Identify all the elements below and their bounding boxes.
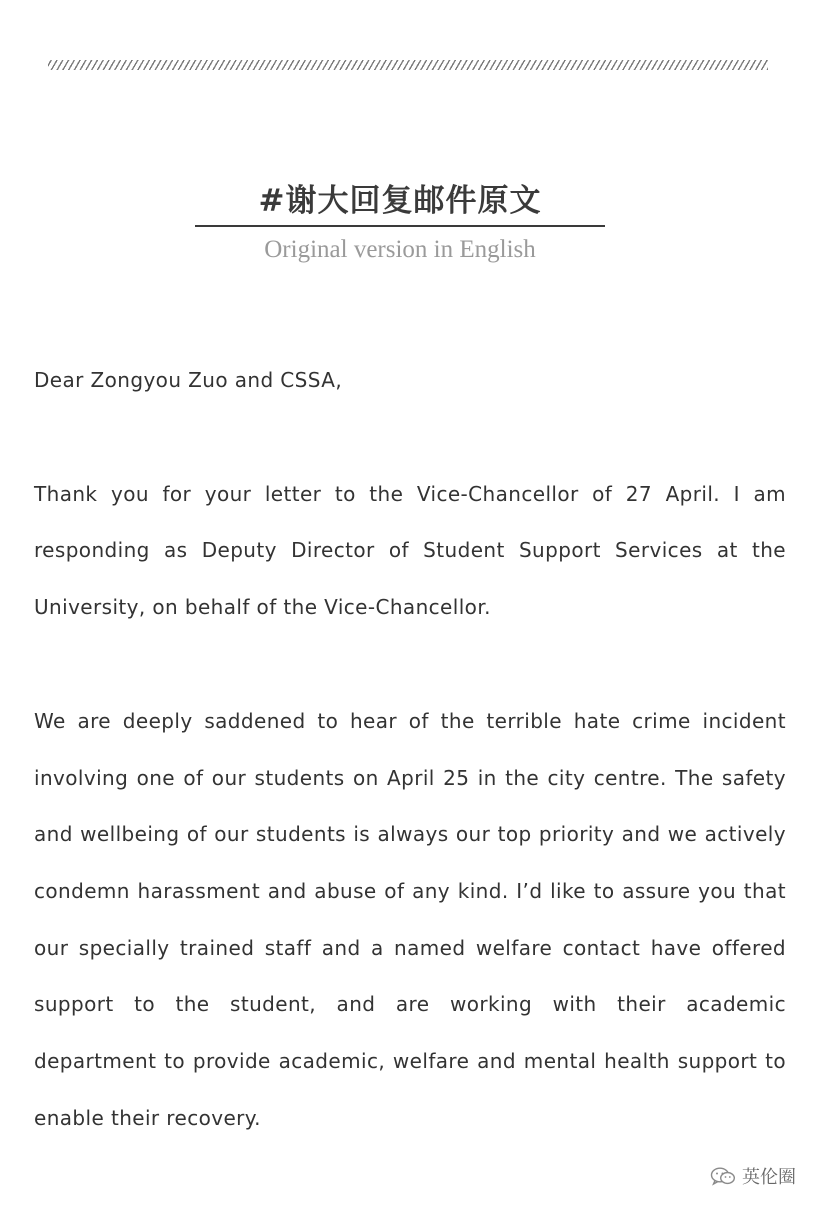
title-underline — [195, 225, 605, 227]
page-title: #谢大回复邮件原文 — [258, 183, 542, 219]
letter-salutation: Dear Zongyou Zuo and CSSA, — [34, 368, 343, 392]
letter-paragraph: We are deeply saddened to hear of the terrible hate crime incident involving one of our students on April 25 in the city centre. The safety and wellbeing of our students is always our top priority and we actively condemn harassment and abuse of any kind. I’d like to assure you that our specially trained staff and a named welfare contact have offered support to the student, and are working with their academic department to provide academic, welfare and mental health support to enable their recovery. — [34, 708, 786, 1130]
letter-body — [34, 352, 786, 1146]
watermark-label: 英伦圈 — [742, 1167, 796, 1188]
decorative-hatched-divider — [48, 60, 768, 70]
watermark — [710, 1163, 796, 1189]
letter-paragraph: Thank you for your letter to the Vice-Chancellor of 27 April. I am responding as Deputy Director of Student Support Services at the University, on behalf of the Vice-Chancellor. — [34, 481, 786, 620]
wechat-icon — [710, 1166, 736, 1186]
page-subtitle: Original version in English — [264, 236, 536, 263]
